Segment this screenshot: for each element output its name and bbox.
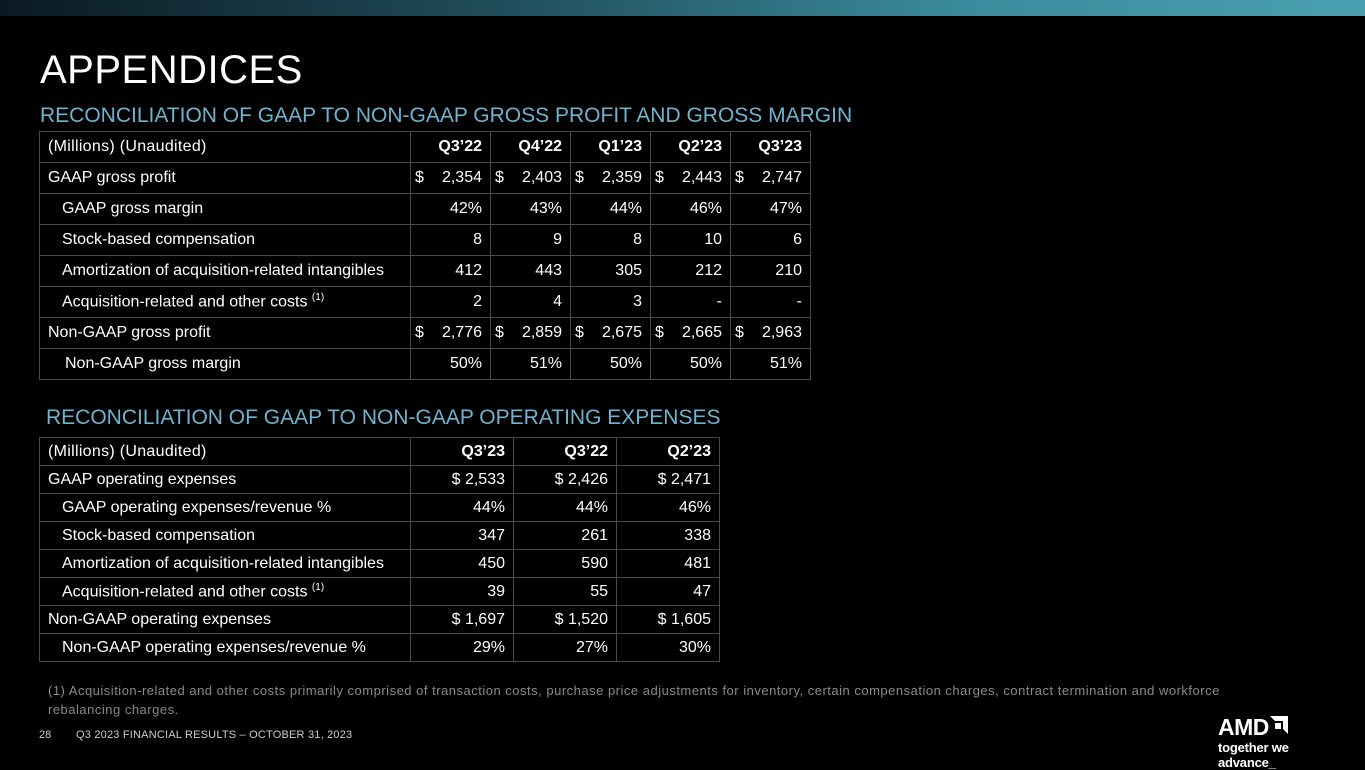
currency-symbol: $ (575, 324, 584, 341)
table-cell: 338 (617, 522, 720, 550)
table-cell: 44% (571, 194, 651, 225)
footnote-mark: (1) (311, 581, 325, 593)
currency-symbol: $ (415, 169, 424, 186)
table-row (40, 163, 811, 194)
table-row (40, 606, 720, 634)
table-cell: 3 (571, 287, 651, 318)
table-cell: 8 (411, 225, 491, 256)
table-cell: 29% (411, 634, 514, 662)
table-cell: 55 (514, 578, 617, 606)
row-label: Amortization of acquisition-related intangibles (40, 550, 411, 578)
table-cell: 46% (651, 194, 731, 225)
row-label: Non-GAAP gross profit (40, 318, 411, 349)
top-gradient-bar (0, 0, 1365, 16)
row-label: GAAP operating expenses (40, 466, 411, 494)
table-cell: $ 2,665 (651, 318, 731, 349)
footnote: (1) Acquisition-related and other costs primarily comprised of transaction costs, purchase price adjustments for inventory, certain compensation charges, contract termination and workforce rebalancing charges. (48, 683, 1220, 717)
table-cell: 47 (617, 578, 720, 606)
table-cell: $ 2,675 (571, 318, 651, 349)
table-row (40, 634, 720, 662)
table-row (40, 256, 811, 287)
table-cell: $ 2,963 (731, 318, 811, 349)
table-cell: 443 (491, 256, 571, 287)
table-header-row (40, 132, 811, 163)
table-cell: 30% (617, 634, 720, 662)
table-row (40, 522, 720, 550)
table-cell: $ 2,533 (411, 466, 514, 494)
table-row (40, 550, 720, 578)
table-cell: 261 (514, 522, 617, 550)
table-cell: $ 2,859 (491, 318, 571, 349)
table-cell: 51% (491, 349, 571, 380)
table-cell: 590 (514, 550, 617, 578)
currency-symbol: $ (655, 324, 664, 341)
table-cell: $ 2,403 (491, 163, 571, 194)
operating-expenses-table (39, 437, 720, 662)
table-row (40, 194, 811, 225)
amd-arrow-icon (1270, 716, 1288, 734)
currency-symbol: $ (495, 324, 504, 341)
logo-wordmark: AMD (1218, 714, 1269, 740)
table-cell: 305 (571, 256, 651, 287)
table-row (40, 494, 720, 522)
row-label: Non-GAAP gross margin (40, 349, 411, 380)
currency-symbol: $ (575, 169, 584, 186)
currency-symbol: $ (735, 324, 744, 341)
row-label: Non-GAAP operating expenses/revenue % (40, 634, 411, 662)
table-cell: $ 1,697 (411, 606, 514, 634)
amd-logo (1218, 714, 1348, 770)
table-header-row (40, 438, 720, 466)
row-label: Non-GAAP operating expenses (40, 606, 411, 634)
table-cell: 6 (731, 225, 811, 256)
row-label: Stock-based compensation (40, 225, 411, 256)
table-row (40, 578, 720, 606)
table-cell: 8 (571, 225, 651, 256)
row-label: Acquisition-related and other costs $^{(1)}$ (40, 578, 411, 606)
table-cell: 42% (411, 194, 491, 225)
table-cell: 27% (514, 634, 617, 662)
table-cell: $ 1,520 (514, 606, 617, 634)
table-cell: 50% (651, 349, 731, 380)
table-cell: $ 2,471 (617, 466, 720, 494)
table-cell: 481 (617, 550, 720, 578)
table-cell: 10 (651, 225, 731, 256)
currency-symbol: $ (735, 169, 744, 186)
table-cell: 9 (491, 225, 571, 256)
table-row (40, 349, 811, 380)
table-cell: 4 (491, 287, 571, 318)
column-header: Q3’23 (411, 438, 514, 466)
table-cell: 39 (411, 578, 514, 606)
table-cell: $ 2,747 (731, 163, 811, 194)
row-label: Acquisition-related and other costs $^{(1)}$ (40, 287, 411, 318)
row-label: GAAP gross profit (40, 163, 411, 194)
table-cell: - (731, 287, 811, 318)
column-header: Q1’23 (571, 132, 651, 163)
operating-expenses-section-title: RECONCILIATION OF GAAP TO NON-GAAP OPERATING EXPENSES (46, 406, 721, 429)
page-number: 28 (39, 729, 52, 741)
table-cell: $ 2,776 (411, 318, 491, 349)
table-cell: $ 1,605 (617, 606, 720, 634)
footer-text: Q3 2023 FINANCIAL RESULTS – OCTOBER 31, 2023 (76, 729, 353, 741)
table-cell: 210 (731, 256, 811, 287)
table-cell: $ 2,354 (411, 163, 491, 194)
table-cell: 412 (411, 256, 491, 287)
column-header: Q4’22 (491, 132, 571, 163)
table-cell: - (651, 287, 731, 318)
table-row (40, 318, 811, 349)
column-header: Q3’22 (514, 438, 617, 466)
table-header-label: (Millions) (Unaudited) (40, 132, 411, 163)
currency-symbol: $ (415, 324, 424, 341)
table-cell: $ 2,359 (571, 163, 651, 194)
row-label: GAAP gross margin (40, 194, 411, 225)
gross-profit-table (39, 131, 811, 380)
table-cell: 2 (411, 287, 491, 318)
table-cell: 44% (514, 494, 617, 522)
table-cell: 51% (731, 349, 811, 380)
table-cell: 347 (411, 522, 514, 550)
table-cell: 212 (651, 256, 731, 287)
row-label: Amortization of acquisition-related intangibles (40, 256, 411, 287)
page-title: APPENDICES (40, 48, 303, 92)
column-header: Q3’23 (731, 132, 811, 163)
table-cell: 47% (731, 194, 811, 225)
table-row (40, 225, 811, 256)
table-row (40, 287, 811, 318)
table-cell: 450 (411, 550, 514, 578)
table-row (40, 466, 720, 494)
footnote-mark: (1) (311, 292, 325, 304)
table-cell: 46% (617, 494, 720, 522)
table-cell: 50% (411, 349, 491, 380)
table-cell: 50% (571, 349, 651, 380)
logo-tagline: together we advance_ (1218, 740, 1289, 770)
row-label: Stock-based compensation (40, 522, 411, 550)
column-header: Q2’23 (617, 438, 720, 466)
column-header: Q3’22 (411, 132, 491, 163)
currency-symbol: $ (655, 169, 664, 186)
gross-profit-section-title: RECONCILIATION OF GAAP TO NON-GAAP GROSS PROFIT AND GROSS MARGIN (40, 104, 853, 127)
table-cell: $ 2,443 (651, 163, 731, 194)
table-cell: $ 2,426 (514, 466, 617, 494)
table-cell: 43% (491, 194, 571, 225)
row-label: GAAP operating expenses/revenue % (40, 494, 411, 522)
table-header-label: (Millions) (Unaudited) (40, 438, 411, 466)
currency-symbol: $ (495, 169, 504, 186)
table-cell: 44% (411, 494, 514, 522)
column-header: Q2’23 (651, 132, 731, 163)
